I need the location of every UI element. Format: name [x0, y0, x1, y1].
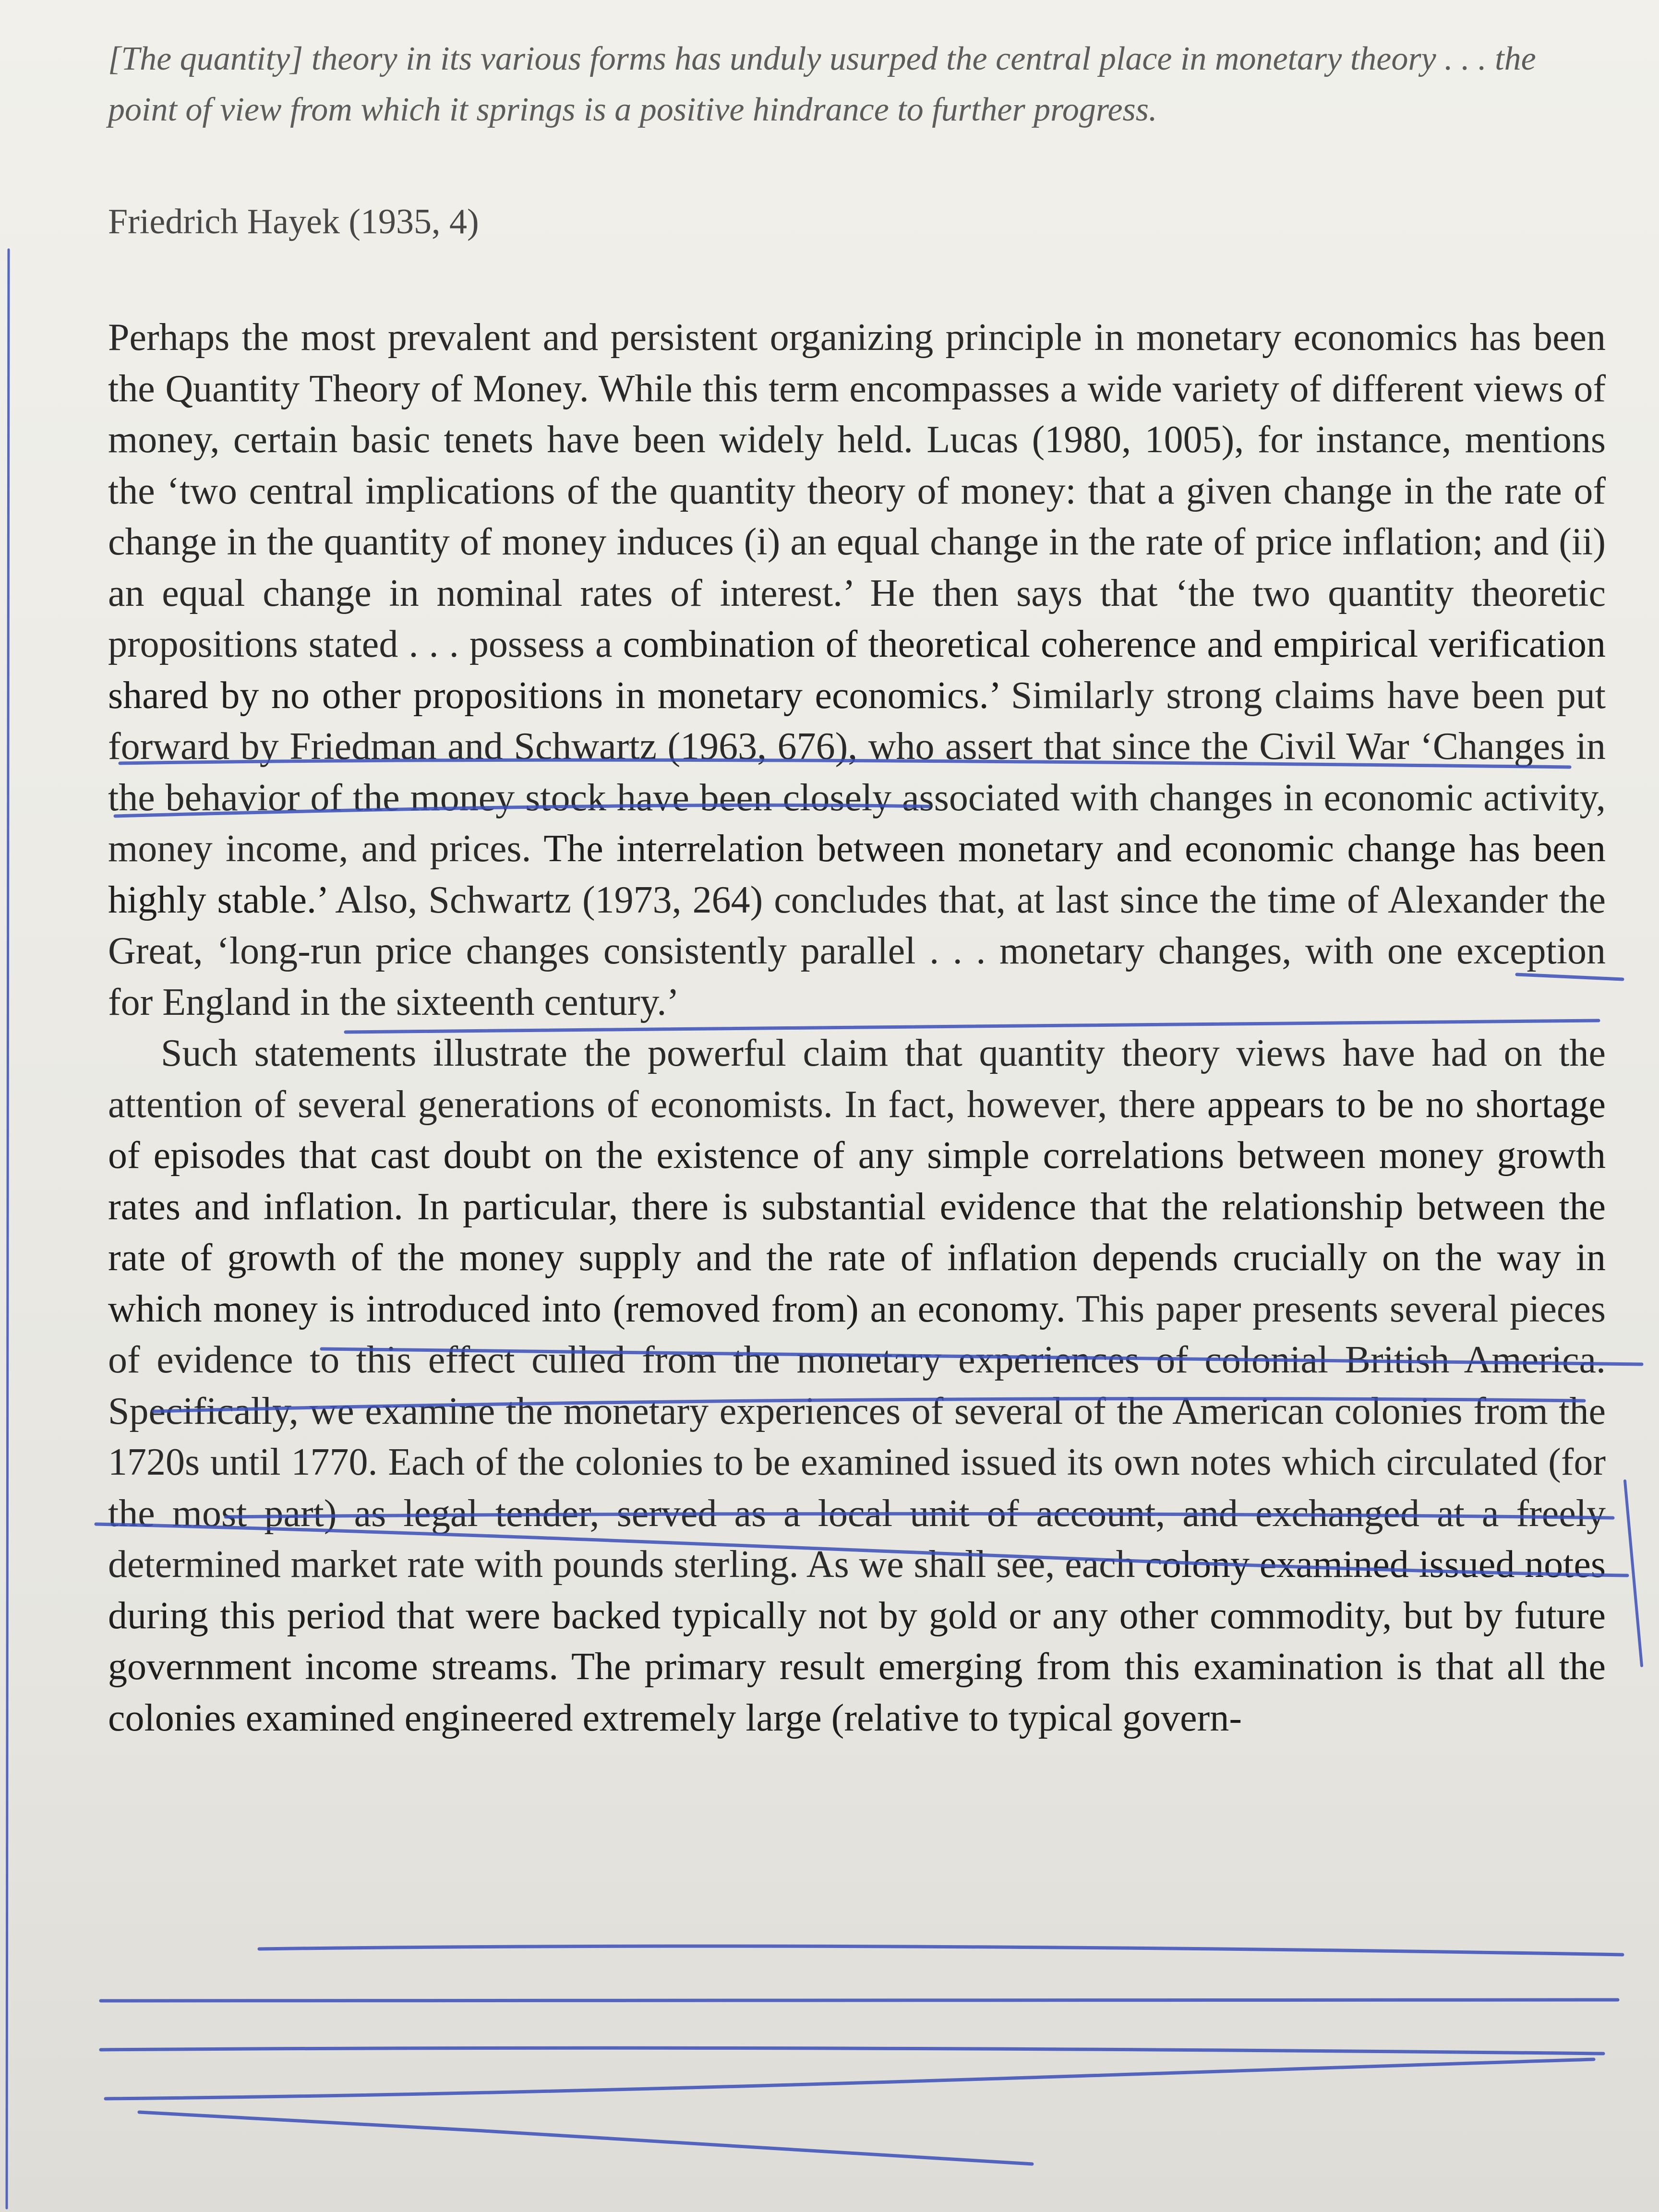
paragraph-1-text-cont: Similarly strong claims have been put forward by Friedman and Schwartz (1963, 676), who assert that since the Civil War ‘Changes in the behavior of the money stock have been closely associated with changes in economic activity, money income, and prices.: [108, 674, 1606, 870]
underline-stroke-10: [101, 1997, 1618, 2001]
epigraph-attribution-text: Friedrich Hayek (1935, 4): [108, 202, 479, 241]
margin-line-left: [7, 250, 9, 2208]
paragraph-1: [108, 312, 1606, 1028]
underlined-passage-1: combination of theoretical coherence and empirical verification shared by no other propositions in monetary economics.’: [108, 623, 1606, 717]
margin-bracket-right: [1625, 1481, 1642, 1666]
epigraph-quote: [108, 34, 1606, 135]
body-text: [108, 312, 1606, 1743]
underlined-passage-2: The interrelation between monetary and economic change has been highly stable.’: [108, 828, 1606, 921]
paragraph-2: [108, 1028, 1606, 1743]
underlined-passage-4: colony examined issued notes during this period that were backed typically not by gold or any other commodity, but by future government income streams. The primary result emerging from this examination is that all the colonies examined engineered extremely large (relative to typical govern-: [108, 1543, 1606, 1739]
underline-stroke-12: [106, 2059, 1594, 2099]
underline-stroke-11: [101, 2048, 1603, 2054]
paragraph-1-text-end: Also, Schwartz (1973, 264) concludes that, at last since the time of Alexander the Great, ‘long-run price changes consistently parallel . . . monetary changes, with one exception for England in the sixteenth century.’: [108, 878, 1606, 1023]
paragraph-1-text: Perhaps the most prevalent and persistent organizing principle in monetary economics has been the Quantity Theory of Money. While this term encompasses a wide variety of different views of money, certain basic tenets have been widely held. Lucas (1980, 1005), for instance, mentions the ‘two central implications of the quantity theory of money: that a given change in the rate of change in the quantity of money induces (i) an equal change in the rate of price inflation; and (ii) an equal change in nominal rates of interest.’ He then says that ‘the two quantity theoretic propositions stated . . . possess a: [108, 316, 1606, 665]
underlined-passage-3: appears to be no shortage of episodes that cast doubt on the existence of any simple correlations between money growth rates and inflation. In particular, there is substantial evidence that the relationship between the rate of growth of the money supply and the rate of inflation depends crucially on the way in which money is introduced into (removed from) an economy.: [108, 1083, 1606, 1330]
epigraph-attribution: [108, 202, 1606, 242]
underline-stroke-9: [259, 1946, 1623, 1955]
epigraph-quote-text: [The quantity] theory in its various forms has unduly usurped the central place in monetary theory . . . the point of view from which it springs is a positive hindrance to further progress.: [108, 40, 1536, 128]
paragraph-2-text-cont: This paper presents several pieces of evidence to this effect culled from the monetary experiences of colonial British America. Specifically, we examine the monetary experiences of several of the American colonies from the 1720s until 1770. Each of the colonies to be examined issued its own notes which circulated (for the most part) as legal tender, served as a local unit of account, and exchanged at a freely determined market rate with pounds sterling. As we shall see, each: [108, 1287, 1606, 1586]
underline-stroke-13: [139, 2112, 1032, 2164]
paragraph-2-text: Such statements illustrate the powerful claim that quantity theory views have had on the attention of several generations of economists. In fact, however, there: [108, 1032, 1606, 1126]
